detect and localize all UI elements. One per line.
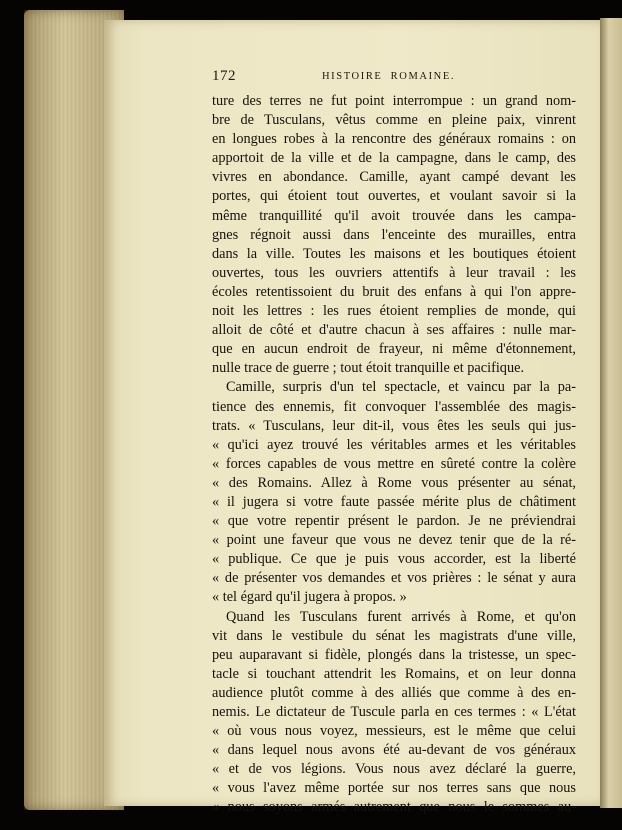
text-line: « vous l'avez même portée sur nos terres sans que nous xyxy=(212,780,576,797)
text-line: « des Romains. Allez à Rome vous présenter au sénat, xyxy=(212,474,576,491)
text-line: que en aucun endroit de frayeur, ni même d'étonnement, xyxy=(212,341,576,358)
page-header xyxy=(212,68,576,90)
text-line: gnes régnoit aussi dans l'enceinte des murailles, entra xyxy=(212,226,576,243)
running-title: HISTOIRE ROMAINE. xyxy=(322,71,456,82)
text-line: audience plutôt comme à des alliés que comme à des en- xyxy=(212,684,576,701)
text-line: noit les lettres : les rues étoient remplies de monde, qui xyxy=(212,303,576,320)
text-line: tacle si touchant attendrit les Romains, et on leur donna xyxy=(212,665,576,682)
text-line: « et de vos légions. Vous nous avez déclaré la guerre, xyxy=(212,761,576,778)
text-line: « tel égard qu'il jugera à propos. » xyxy=(212,589,407,606)
text-line: en longues robes à la rencontre des généraux romains : on xyxy=(212,131,576,148)
text-line: trats. « Tusculans, leur dit-il, vous êtes les seuls qui jus- xyxy=(212,417,576,434)
text-line: « forces capables de vous mettre en sûreté contre la colère xyxy=(212,455,576,472)
text-line: Quand les Tusculans furent arrivés à Rome, et qu'on xyxy=(226,608,576,625)
text-line: « que votre repentir présent le pardon. Je ne préviendrai xyxy=(212,513,576,530)
body-text xyxy=(212,92,576,818)
text-line: « dans lequel nous avons été au-devant de vos généraux xyxy=(212,742,576,759)
text-line: portes, qui étoient tout ouvertes, et voulant savoir si la xyxy=(212,188,576,205)
text-line: apportoit de la ville et de la campagne, dans le camp, des xyxy=(212,150,576,167)
text-line: nemis. Le dictateur de Tuscule parla en ces termes : « L'état xyxy=(212,704,576,720)
text-line: même tranquillité qu'il avoit trouvée dans les campa- xyxy=(212,207,576,224)
text-line: écoles retentissoient du bruit des enfans à qui l'on appre- xyxy=(212,283,576,300)
text-line: « qu'ici ayez trouvé les véritables armes et les véritables xyxy=(212,436,576,453)
facing-page-edge xyxy=(600,18,622,808)
text-line: dans la ville. Toutes les maisons et les boutiques étoient xyxy=(212,245,576,262)
text-line: vit dans le vestibule du sénat les magistrats d'une ville, xyxy=(212,627,576,644)
text-line: Camille, surpris d'un tel spectacle, et vaincu par la pa- xyxy=(226,379,576,396)
text-line: « de présenter vos demandes et vos prières : le sénat y aura xyxy=(212,570,576,587)
text-line: « nous soyons armés autrement que nous le sommes au- xyxy=(212,799,576,816)
text-line: bre de Tusculans, vêtus comme en pleine paix, vinrent xyxy=(212,112,576,129)
page-number: 172 xyxy=(212,68,236,84)
text-line: « il jugera si votre faute passée mérite plus de châtiment xyxy=(212,493,576,510)
text-line: ouvertes, tous les ouvriers attentifs à leur travail : les xyxy=(212,264,576,281)
text-line: nulle trace de guerre ; tout étoit tranquille et pacifique. xyxy=(212,360,525,377)
text-line: ture des terres ne fut point interrompue : un grand nom- xyxy=(212,93,576,109)
text-line: peu auparavant si fidèle, plongés dans la tristesse, un spec- xyxy=(212,646,576,663)
text-line: vivres en abondance. Camille, ayant campé devant les xyxy=(212,169,576,186)
text-line: « où vous nous voyez, messieurs, est le même que celui xyxy=(212,723,576,740)
text-line: « publique. Ce que je puis vous accorder, est la liberté xyxy=(212,551,576,568)
text-line: alloit de côté et d'autre chacun à ses affaires : nulle mar- xyxy=(212,322,576,339)
text-line: tience des ennemis, fit convoquer l'assemblée des magis- xyxy=(212,398,576,415)
text-line: « point une faveur que vous ne devez tenir que de la ré- xyxy=(212,532,576,549)
